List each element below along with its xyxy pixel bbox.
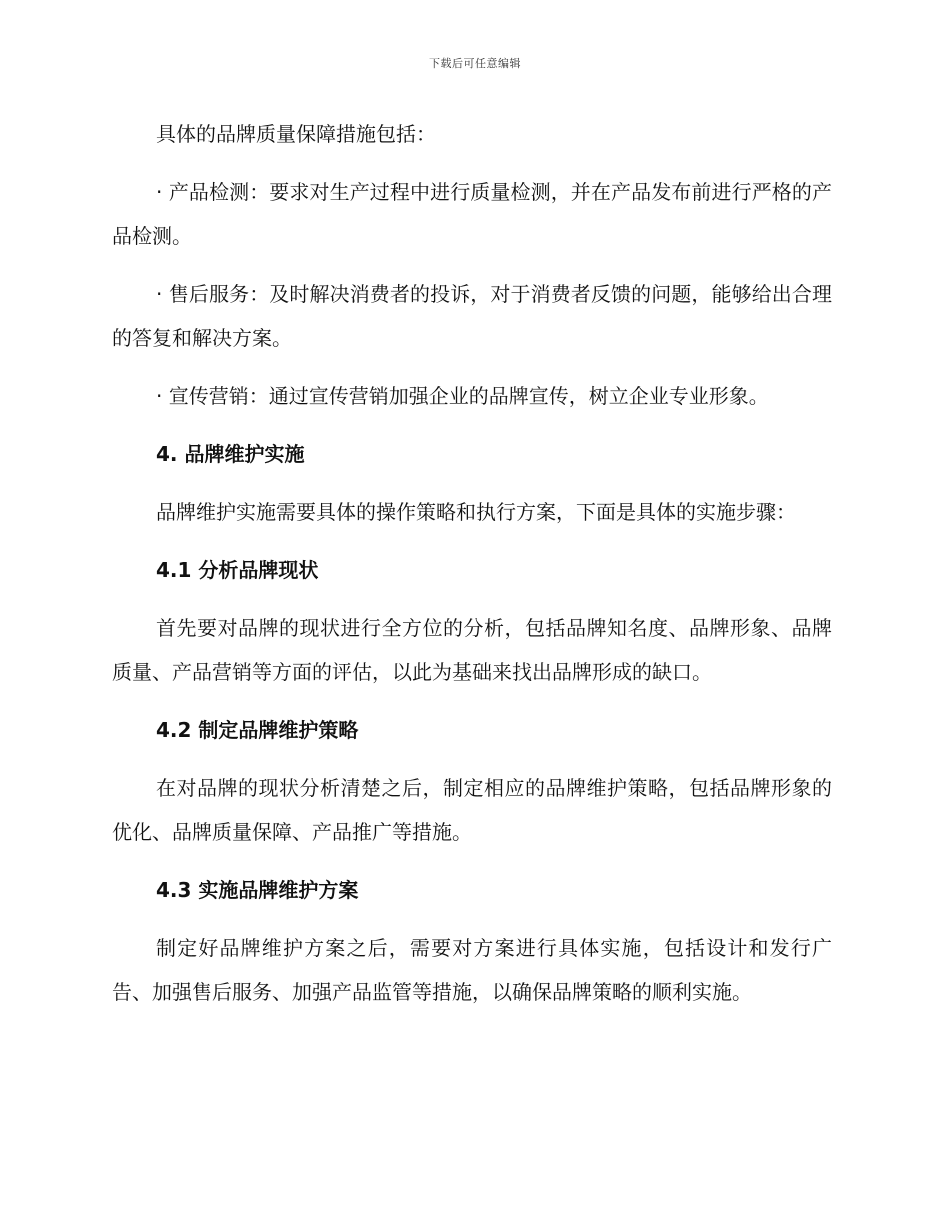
section-heading-4-3: 4.3 实施品牌维护方案 (156, 878, 359, 902)
section-heading-4: 4. 品牌维护实施 (156, 442, 305, 466)
paragraph-quality-measures-intro: 具体的品牌质量保障措施包括： (156, 122, 436, 146)
paragraph-implementation-intro: 品牌维护实施需要具体的操作策略和执行方案，下面是具体的实施步骤： (156, 500, 796, 524)
paragraph-strategy: 在对品牌的现状分析清楚之后，制定相应的品牌维护策略，包括品牌形象的优化、品牌质量保障、产品推广等措施。 (112, 776, 832, 844)
section-heading-4-1: 4.1 分析品牌现状 (156, 558, 319, 582)
page-header-note: 下载后可任意编辑 (429, 57, 521, 70)
bullet-publicity-marketing: · 宣传营销：通过宣传营销加强企业的品牌宣传，树立企业专业形象。 (156, 384, 769, 408)
document-body (112, 112, 832, 1028)
section-heading-4-2: 4.2 制定品牌维护策略 (156, 718, 359, 742)
paragraph-analyze-brand: 首先要对品牌的现状进行全方位的分析，包括品牌知名度、品牌形象、品牌质量、产品营销等方面的评估，以此为基础来找出品牌形成的缺口。 (112, 616, 832, 684)
paragraph-execute-plan: 制定好品牌维护方案之后，需要对方案进行具体实施，包括设计和发行广告、加强售后服务、加强产品监管等措施，以确保品牌策略的顺利实施。 (112, 936, 832, 1004)
bullet-product-inspection: · 产品检测：要求对生产过程中进行质量检测，并在产品发布前进行严格的产品检测。 (112, 180, 832, 248)
bullet-after-sales-service: · 售后服务：及时解决消费者的投诉，对于消费者反馈的问题，能够给出合理的答复和解决方案。 (112, 282, 832, 350)
